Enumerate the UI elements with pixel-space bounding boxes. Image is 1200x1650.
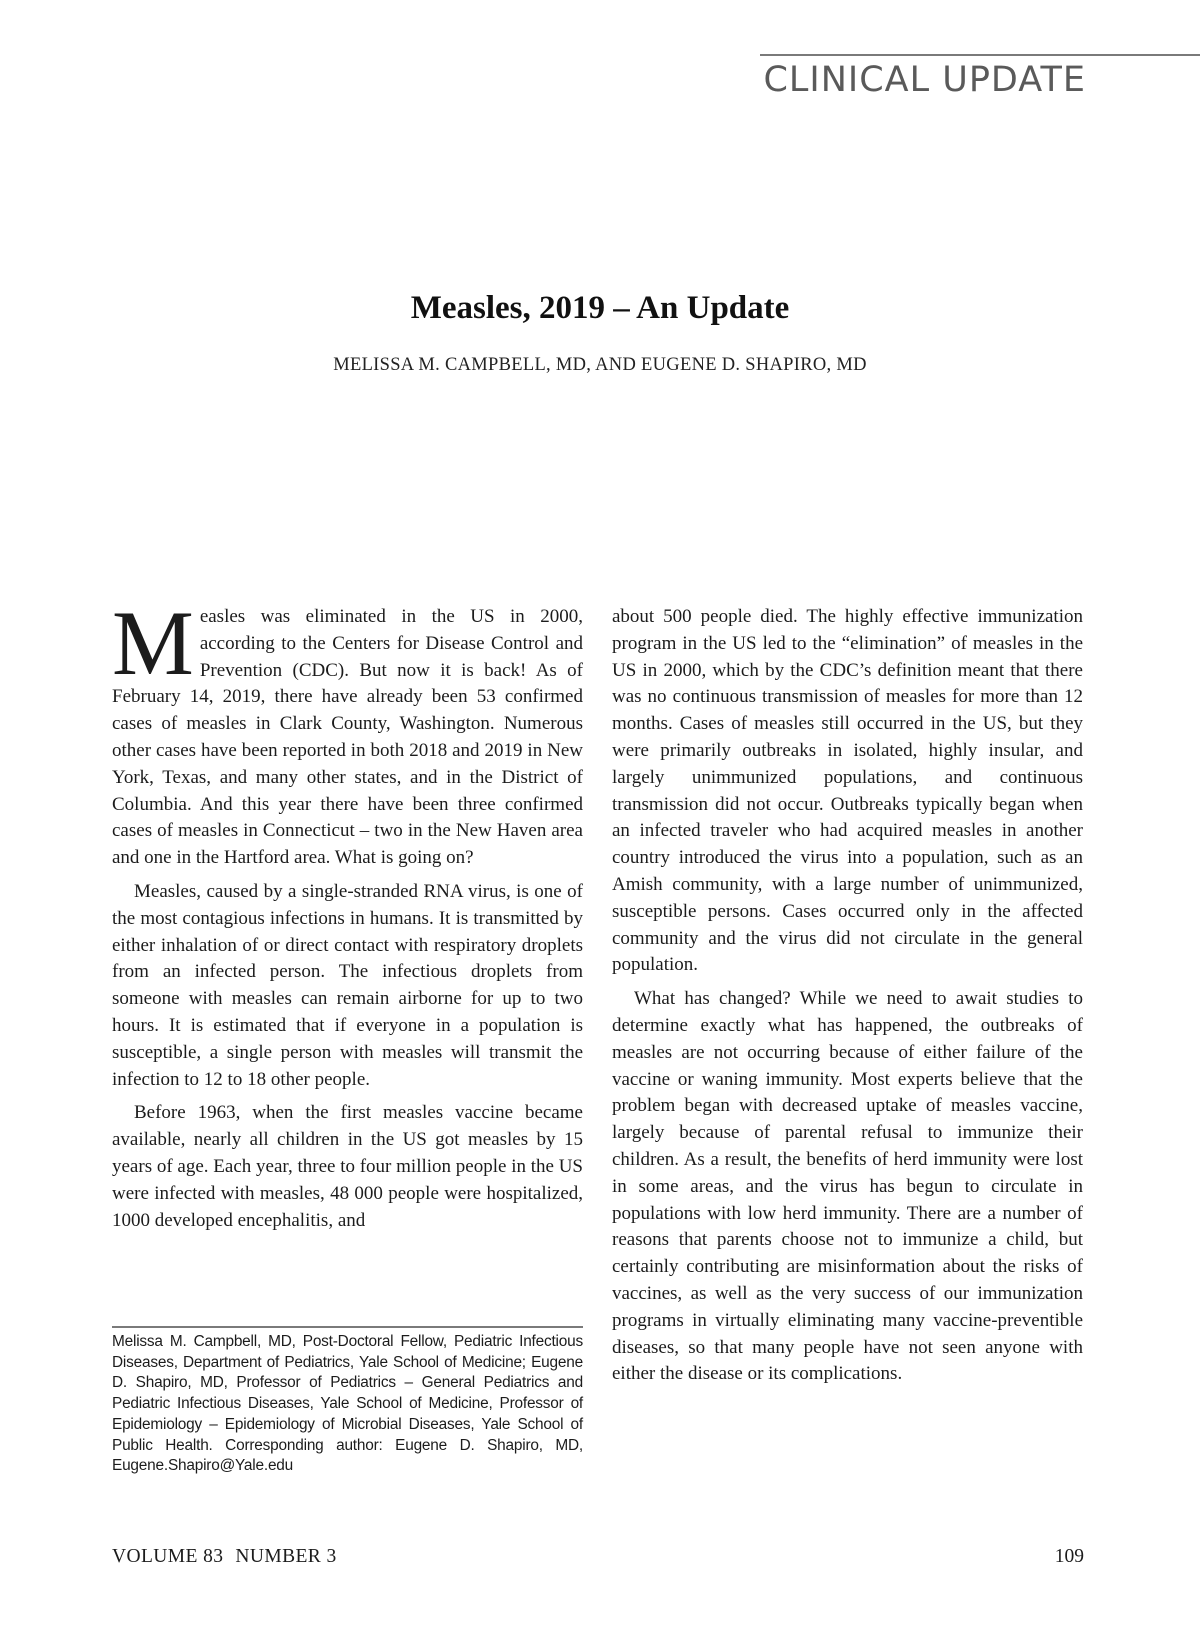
page-number: 109	[1054, 1546, 1084, 1567]
volume-label: VOLUME 83	[112, 1546, 224, 1567]
body-paragraph-3: Before 1963, when the first measles vaccine became available, nearly all children in the US got measles by 15 years of age. Each year, three to four million people in the US were infected with measles, 48 000 people were hospitalized, 1000 developed encephalitis, and	[112, 1102, 583, 1231]
article-title: Measles, 2019 – An Update	[410, 290, 790, 326]
drop-cap: M	[112, 592, 194, 694]
header-rule	[760, 54, 1200, 56]
body-paragraph-1	[112, 592, 583, 872]
journal-issue-info	[112, 1546, 337, 1568]
issue-number-label: NUMBER 3	[235, 1546, 337, 1567]
body-paragraph-3-continued: about 500 people died. The highly effective immunization program in the US led to the “elimination” of measles in the US in 2000, which by the CDC’s definition meant that there was no continuous transmission of measles for more than 12 months. Cases of measles still occurred in the US, but they were primarily outbreaks in isolated, highly insular, and largely unimmunized populations, and continuous transmission did not occur. Outbreaks typically began when an infected traveler who had acquired measles in another country introduced the virus into a population, such as an Amish community, with a large number of unimmunized, susceptible persons. Cases occurred only in the affected community and the virus did not circulate in the general population.	[612, 606, 1083, 976]
body-column-right	[612, 604, 1083, 1395]
author-byline: MELISSA M. CAMPBELL, MD, AND EUGENE D. SHAPIRO, MD	[333, 355, 867, 375]
author-affiliation-footnote: Melissa M. Campbell, MD, Post-Doctoral Fellow, Pediatric Infectious Diseases, Department of Pediatrics, Yale School of Medicine; Eugene D. Shapiro, MD, Professor of Pediatrics – General Pediatrics and Pediatric Infectious Diseases, Yale School of Medicine, Professor of Epidemiology – Epidemiology of Microbial Diseases, Yale School of Public Health. Corresponding author: Eugene D. Shapiro, MD, Eugene.Shapiro@Yale.edu	[112, 1333, 583, 1475]
paragraph-1-text: easles was eliminated in the US in 2000, according to the Centers for Disease Control and Prevention (CDC). But now it is back! As of February 14, 2019, there have already been 53 confirmed cases of measles in Clark County, Washington. Numerous other cases have been reported in both 2018 and 2019 in New York, Texas, and many other states, and in the District of Columbia. And this year there have been three confirmed cases of measles in Connecticut – two in the New Haven area and one in the Hartford area. What is going on?	[112, 606, 583, 869]
body-column-left	[112, 592, 583, 1241]
footnote-rule	[112, 1326, 583, 1328]
body-paragraph-4: What has changed? While we need to await studies to determine exactly what has happened, the outbreaks of measles are not occurring because of either failure of the vaccine or waning immunity. Most experts believe that the problem began with decreased uptake of measles vaccine, largely because of parental refusal to immunize their children. As a result, the benefits of herd immunity were lost in some areas, and the virus has begun to circulate in populations with low herd immunity. There are a number of reasons that parents choose not to immunize a child, but certainly contributing are misinformation about the risks of vaccines, as well as the very success of our immunization programs in virtually eliminating many vaccine-preventible diseases, so that many people have not seen anyone with either the disease or its complications.	[612, 988, 1083, 1385]
section-label: CLINICAL UPDATE	[763, 60, 1086, 100]
body-paragraph-2: Measles, caused by a single-stranded RNA virus, is one of the most contagious infections in humans. It is transmitted by either inhalation of or direct contact with respiratory droplets from an infected person. The infectious droplets from someone with measles can remain airborne for up to two hours. It is estimated that if everyone in a population is susceptible, a single person with measles will transmit the infection to 12 to 18 other people.	[112, 880, 583, 1090]
